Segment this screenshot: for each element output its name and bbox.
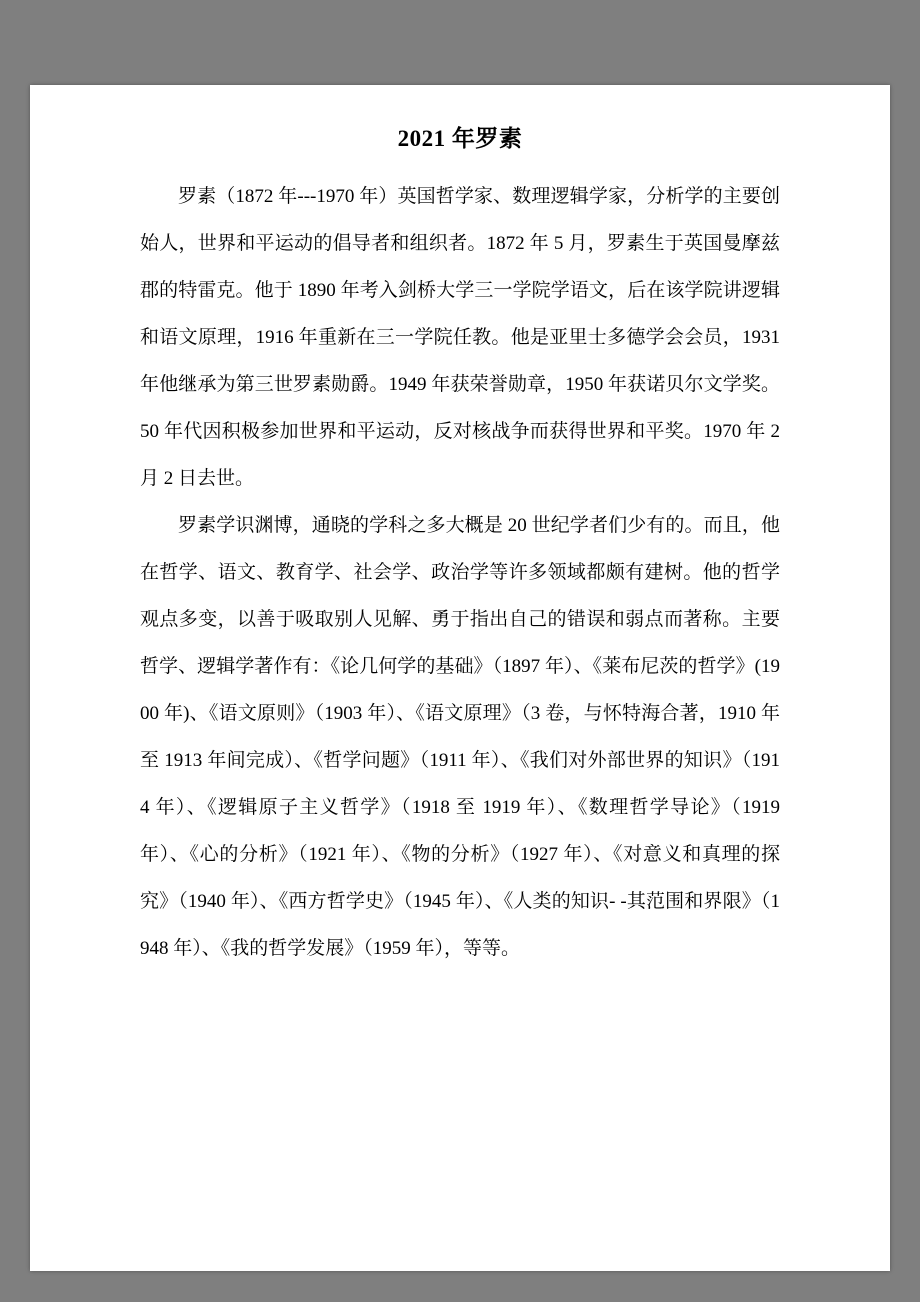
document-page xyxy=(30,85,890,1271)
document-title: 2021 年罗素 xyxy=(397,126,523,151)
paragraph-works: 罗素学识渊博，通晓的学科之多大概是 20 世纪学者们少有的。而且，他在哲学、语文、教育学、社会学、政治学等许多领域都颇有建树。他的哲学观点多变，以善于吸取别人见解、勇于指出自己的错误和弱点而著称。主要哲学、逻辑学著作有：《论几何学的基础》（1897 年）、《莱布尼茨的哲学》(1900 年)、《语文原则》（1903 年）、《语文原理》（3 卷，与怀特海合著，1910 年至 1913 年间完成）、《哲学问题》（1911 年）、《我们对外部世界的知识》（1914 年）、《逻辑原子主义哲学》（1918 至 1919 年）、《数理哲学导论》（1919 年）、《心的分析》（1921 年）、《物的分析》（1927 年）、《对意义和真理的探究》（1940 年）、《西方哲学史》（1945 年）、《人类的知识- -其范围和界限》（1948 年）、《我的哲学发展》（1959 年），等等。 xyxy=(140,515,780,959)
paragraph-biography: 罗素（1872 年---1970 年）英国哲学家、数理逻辑学家，分析学的主要创始人，世界和平运动的倡导者和组织者。1872 年 5 月，罗素生于英国曼摩兹郡的特雷克。他于 1890 年考入剑桥大学三一学院学语文，后在该学院讲逻辑和语文原理，1916 年重新在三一学院任教。他是亚里士多德学会会员，1931 年他继承为第三世罗素勋爵。1949 年获荣誉勋章，1950 年获诺贝尔文学奖。50 年代因积极参加世界和平运动，反对核战争而获得世界和平奖。1970 年 2 月 2 日去世。 xyxy=(140,186,780,489)
